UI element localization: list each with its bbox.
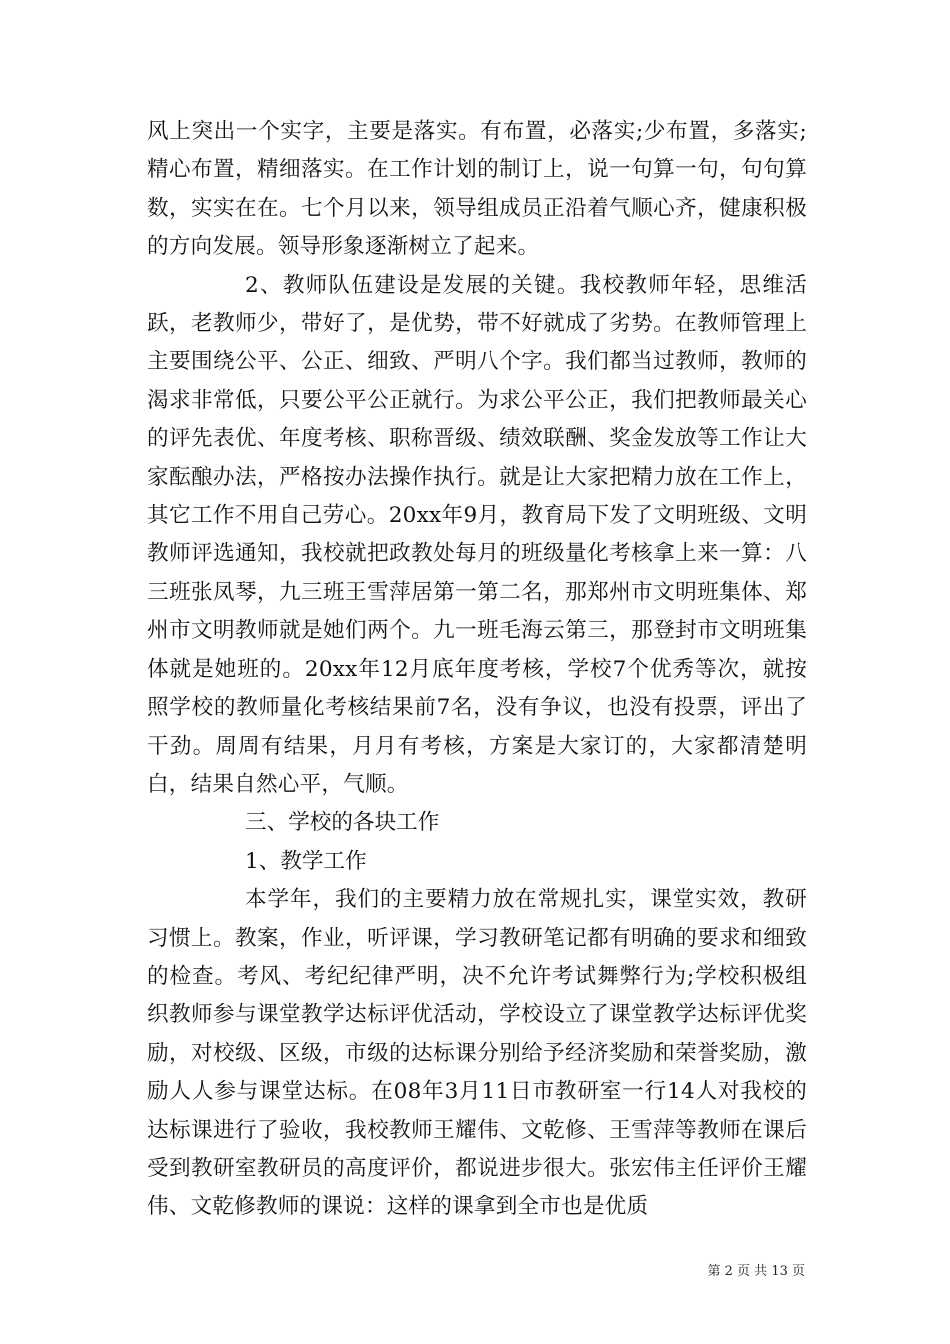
section-heading-school-work: 三、学校的各块工作 (245, 810, 440, 836)
paragraph-teacher-team: 2、教师队伍建设是发展的关键。我校教师年轻，思维活跃，老教师少，带好了，是优势，带不好就成了劣势。在教师管理上主要围绕公平、公正、细致、严明八个字。我们都当过教师，教师的渴求非常低，只要公平公正就行。为求公平公正，我们把教师最关心的评先表优、年度考核、职称晋级、绩效联酬、奖金发放等工作让大家酝酿办法，严格按办法操作执行。就是让大家把精力放在工作上，其它工作不用自己劳心。20xx年9月，教育局下发了文明班级、文明教师评选通知，我校就把政教处每月的班级量化考核拿上来一算：八三班张凤琴，九三班王雪萍居第一第二名，那郑州市文明班集体、郑州市文明教师就是她们两个。九一班毛海云第三，那登封市文明班集体就是她班的。20xx年12月底年度考核，学校7个优秀等次，就按照学校的教师量化考核结果前7名，没有争议，也没有投票，评出了干劲。周周有结果，月月有考核，方案是大家订的，大家都清楚明白，结果自然心平，气顺。 (147, 272, 807, 797)
paragraph-leadership: 风上突出一个实字，主要是落实。有布置，必落实;少布置，多落实;精心布置，精细落实。在工作计划的制订上，说一句算一句，句句算数，实实在在。七个月以来，领导组成员正沿着气顺心齐，健康积极的方向发展。领导形象逐渐树立了起来。 (147, 119, 807, 260)
document-body (147, 113, 807, 1227)
paragraph-teaching-work: 本学年，我们的主要精力放在常规扎实，课堂实效，教研习惯上。教案，作业，听评课，学习教研笔记都有明确的要求和细致的检查。考风、考纪纪律严明，决不允许考试舞弊行为;学校积极组织教师参与课堂教学达标评优活动，学校设立了课堂教学达标评优奖励，对校级、区级，市级的达标课分别给予经济奖励和荣誉奖励，激励人人参与课堂达标。在08年3月11日市教研室一行14人对我校的达标课进行了验收，我校教师王耀伟、文乾修、王雪萍等教师在课后受到教研室教研员的高度评价，都说进步很大。张宏伟主任评价王耀伟、文乾修教师的课说：这样的课拿到全市也是优质 (147, 887, 807, 1220)
page-number-footer: 第 2 页 共 13 页 (707, 1264, 805, 1279)
subsection-heading-teaching: 1、教学工作 (245, 848, 367, 874)
